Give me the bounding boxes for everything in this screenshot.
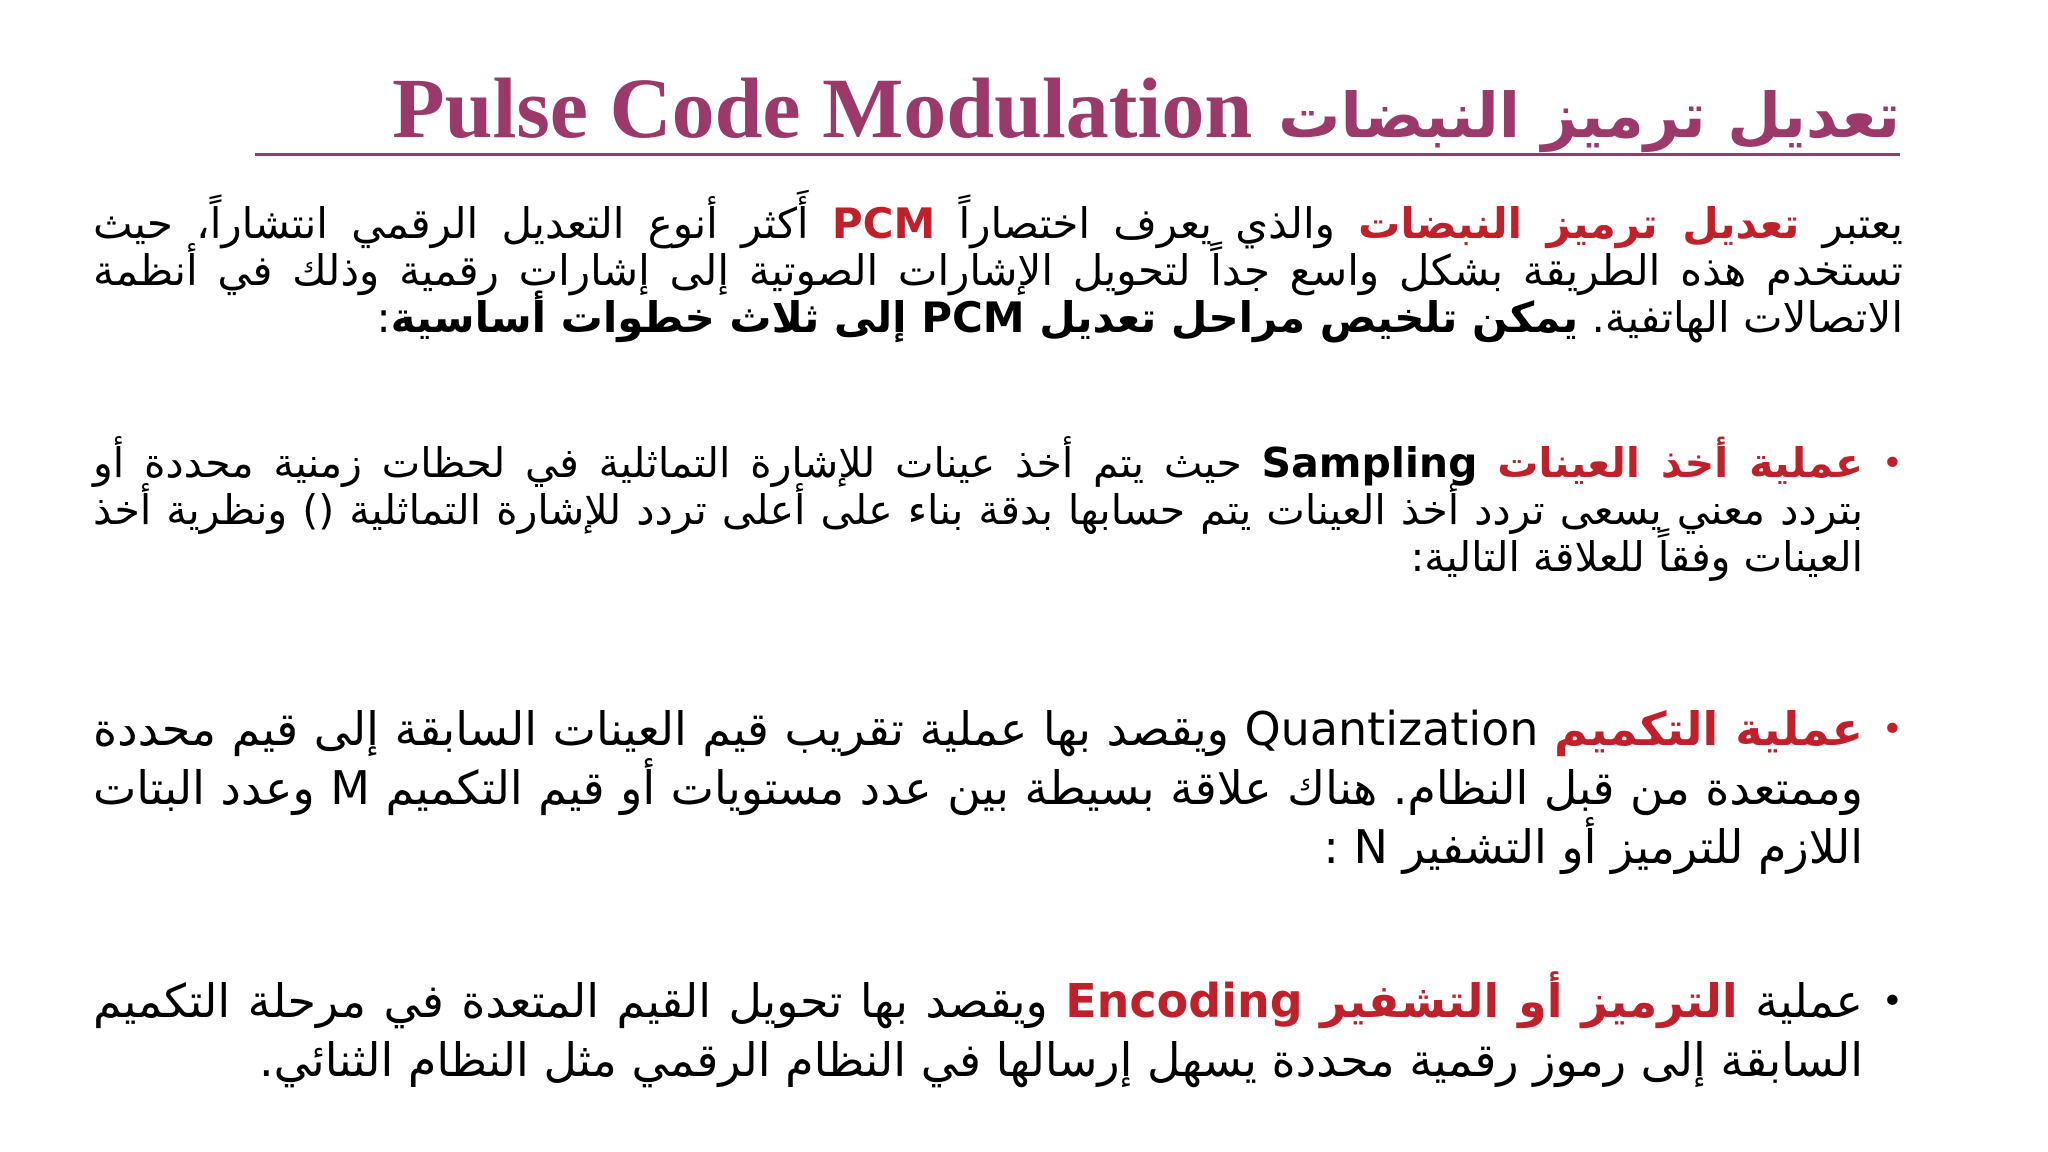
bullet-sampling <box>93 440 1903 581</box>
intro-text-2: والذي يعرف اختصاراً <box>935 199 1359 248</box>
bullet-encoding-body: ويقصد بها تحويل القيم المتعدة في مرحلة التكميم السابقة إلى رموز رقمية محددة يسهل إرسالها في النظام الرقمي مثل النظام الثنائي. <box>93 974 1863 1087</box>
bullet-encoding <box>93 972 1903 1090</box>
bullet-quantization-lead: عملية التكميم <box>1554 702 1863 756</box>
bullet-quantization-body: ويقصد بها عملية تقريب قيم العينات السابقة إلى قيم محددة وممتعدة من قبل النظام. هناك علاقة بسيطة بين عدد مستويات أو قيم التكميم M وعدد البتات اللازم للترميز أو التشفير N : <box>93 702 1863 874</box>
title-english: Pulse Code Modulation <box>392 60 1253 156</box>
intro-highlight-term: تعديل ترميز النبضات <box>1358 199 1800 248</box>
bullet-dot: • <box>1881 443 1903 484</box>
bullet-sampling-text <box>93 440 1863 581</box>
bullet-sampling-lead: عملية أخذ العينات <box>1497 439 1863 487</box>
intro-text-3: أَكثر أنوع التعديل الرقمي انتشاراً، حيث تستخدم هذه الطريقة بشكل واسع جداً لتحويل الإشارات الصوتية إلى إشارات رقمية وذلك في أنظمة الاتصالات الهاتفية. <box>93 199 1903 342</box>
intro-text-1: يعتبر <box>1799 199 1903 248</box>
intro-bold-2: إلى ثلاث خطوات أساسية <box>390 293 907 342</box>
slide-title <box>255 58 1900 156</box>
bullet-encoding-term: Encoding <box>1065 974 1303 1028</box>
intro-colon: : <box>376 293 391 342</box>
bullet-encoding-lead: الترميز أو التشفير <box>1320 974 1738 1028</box>
bullet-dot: • <box>1881 709 1903 750</box>
bullet-quantization-text <box>93 700 1863 877</box>
bullet-dot: • <box>1881 981 1903 1022</box>
bullet-sampling-body: حيث يتم أخذ عينات للإشارة التماثلية في لحظات زمنية محددة أو بتردد معني يسعى تردد أخذ العينات يتم حسابها بدقة بناء على أعلى تردد للإشارة التماثلية () ونظرية أخذ العينات وفقاً للعلاقة التالية: <box>93 439 1863 581</box>
title-arabic: تعديل ترميز النبضات <box>1278 79 1900 152</box>
intro-pcm-2: PCM <box>906 293 1040 342</box>
intro-paragraph <box>93 200 1903 341</box>
bullet-encoding-prefix: عملية <box>1737 974 1863 1028</box>
bullet-sampling-term: Sampling <box>1261 439 1478 487</box>
intro-pcm-acronym: PCM <box>831 199 936 248</box>
bullet-quantization <box>93 700 1903 877</box>
intro-bold-1: يمكن تلخيص مراحل تعديل <box>1039 293 1579 342</box>
bullet-quantization-term: Quantization <box>1244 702 1539 756</box>
bullet-encoding-text <box>93 972 1863 1090</box>
